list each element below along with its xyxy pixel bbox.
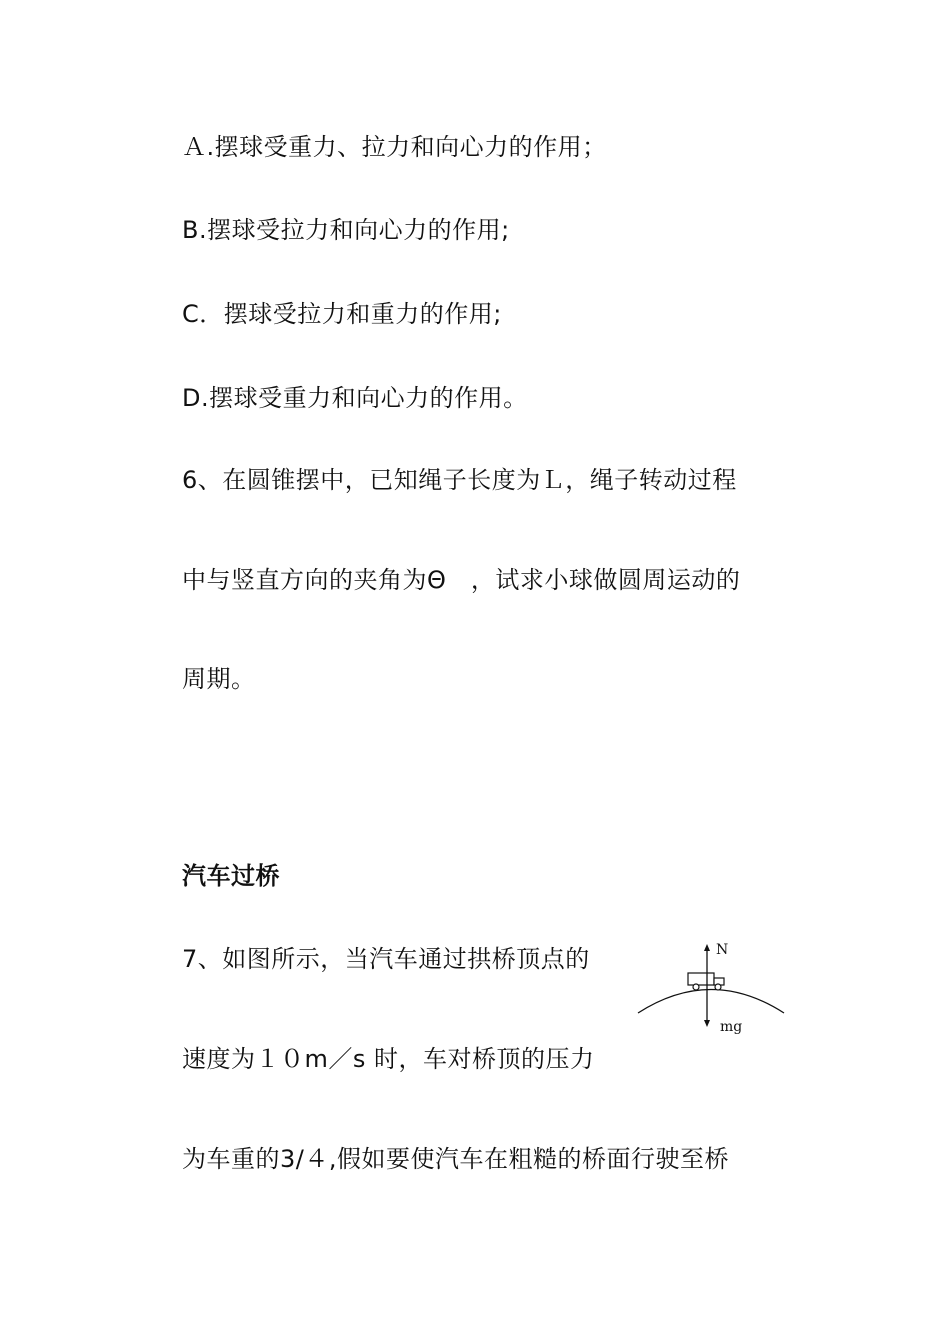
question-7-line-3: 为车重的3/４,假如要使汽车在粗糙的桥面行驶至桥 bbox=[182, 1145, 729, 1173]
option-a: Ａ.摆球受重力、拉力和向心力的作用； bbox=[182, 133, 607, 161]
gravity-force-label: mg bbox=[720, 1019, 743, 1035]
section-title: 汽车过桥 bbox=[182, 862, 280, 890]
gravity-arrowhead bbox=[704, 1020, 710, 1027]
option-d: D.摆球受重力和向心力的作用。 bbox=[182, 384, 528, 412]
option-b: B.摆球受拉力和向心力的作用; bbox=[182, 216, 510, 244]
question-7-line-2: 速度为１０m／s 时，车对桥顶的压力 bbox=[182, 1045, 595, 1073]
normal-arrowhead bbox=[704, 944, 710, 951]
arch-bridge-curve bbox=[638, 990, 784, 1014]
question-6-line-2: 中与竖直方向的夹角为Θ ，试求小球做圆周运动的 bbox=[182, 566, 741, 594]
question-6-line-3: 周期。 bbox=[182, 665, 256, 693]
bridge-car-force-diagram bbox=[636, 938, 786, 1038]
option-c: C．摆球受拉力和重力的作用; bbox=[182, 300, 502, 328]
normal-force-label: N bbox=[716, 942, 729, 958]
question-6-line-1: 6、在圆锥摆中，已知绳子长度为Ｌ，绳子转动过程 bbox=[182, 466, 737, 494]
question-7-line-1: 7、如图所示，当汽车通过拱桥顶点的 bbox=[182, 945, 590, 973]
car-icon bbox=[688, 973, 724, 990]
